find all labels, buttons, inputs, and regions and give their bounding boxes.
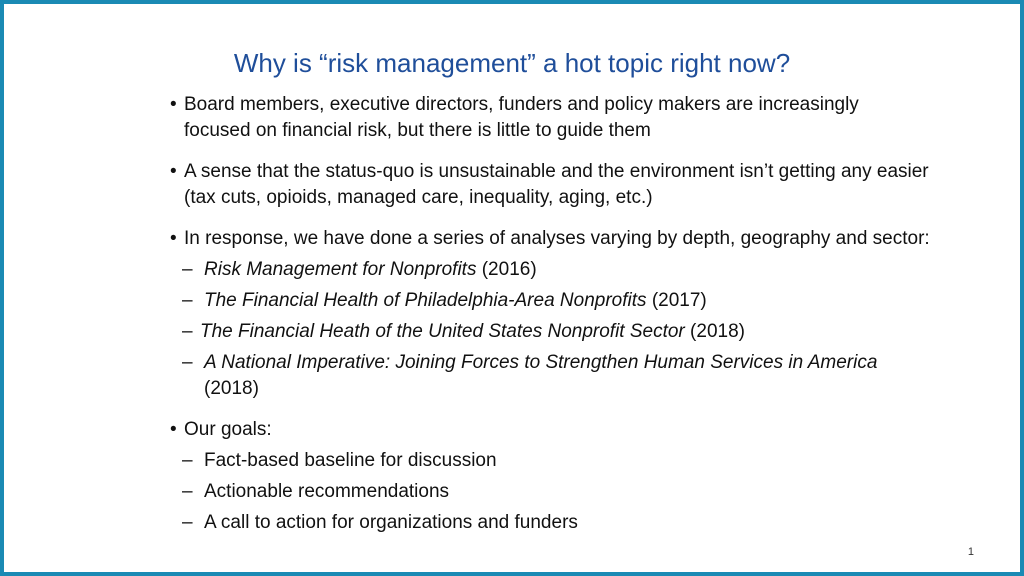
publication-title: The Financial Heath of the United States Nonprofit Sector [200, 321, 685, 342]
bullet-symbol: • [170, 419, 177, 440]
publication-year: (2018) [204, 378, 259, 399]
bullet-text: Board members, executive directors, funders and policy makers are increasingly focused on financial risk, but there is little to guide them [184, 94, 859, 141]
sub-item [170, 448, 930, 474]
sub-item [170, 510, 930, 536]
bullet-text: Our goals: [184, 419, 272, 440]
sub-dash: – [182, 352, 193, 373]
slide-content [170, 92, 930, 536]
sub-dash: – [182, 259, 193, 280]
goal-text: A call to action for organizations and funders [204, 512, 578, 533]
bullet-symbol: • [170, 161, 177, 182]
sub-dash: – [182, 481, 193, 502]
bullet-item [170, 226, 930, 252]
goal-text: Fact-based baseline for discussion [204, 450, 497, 471]
slide-title: Why is “risk management” a hot topic right now? [233, 48, 791, 78]
publication-title: A National Imperative: Joining Forces to Strengthen Human Services in America [204, 352, 878, 373]
publication-year: (2016) [481, 259, 537, 280]
sub-dash: – [182, 512, 193, 533]
sub-item [170, 350, 930, 402]
publication-year: (2018) [690, 321, 745, 342]
sub-dash: – [182, 450, 193, 471]
bullet-item [170, 92, 930, 144]
sub-dash: – [182, 321, 193, 342]
goal-text: Actionable recommendations [204, 481, 450, 502]
bullet-item [170, 417, 930, 443]
publication-year: (2017) [651, 290, 707, 311]
sub-item [170, 257, 930, 283]
page-number: 1 [967, 546, 974, 558]
bullet-symbol: • [170, 94, 177, 115]
bullet-item [170, 159, 930, 211]
bullet-symbol: • [170, 228, 177, 249]
publication-title: The Financial Health of Philadelphia-Area Nonprofits [204, 290, 647, 311]
sub-item [170, 288, 930, 314]
publication-title: Risk Management for Nonprofits [204, 259, 477, 280]
sub-item [170, 479, 930, 505]
bullet-text: A sense that the status-quo is unsustainable and the environment isn’t getting any easier (tax cuts, opioids, managed care, inequality, aging, etc.) [184, 161, 929, 208]
bullet-text: In response, we have done a series of analyses varying by depth, geography and sector: [184, 228, 930, 249]
sub-dash: – [182, 290, 193, 311]
sub-item [170, 319, 930, 345]
